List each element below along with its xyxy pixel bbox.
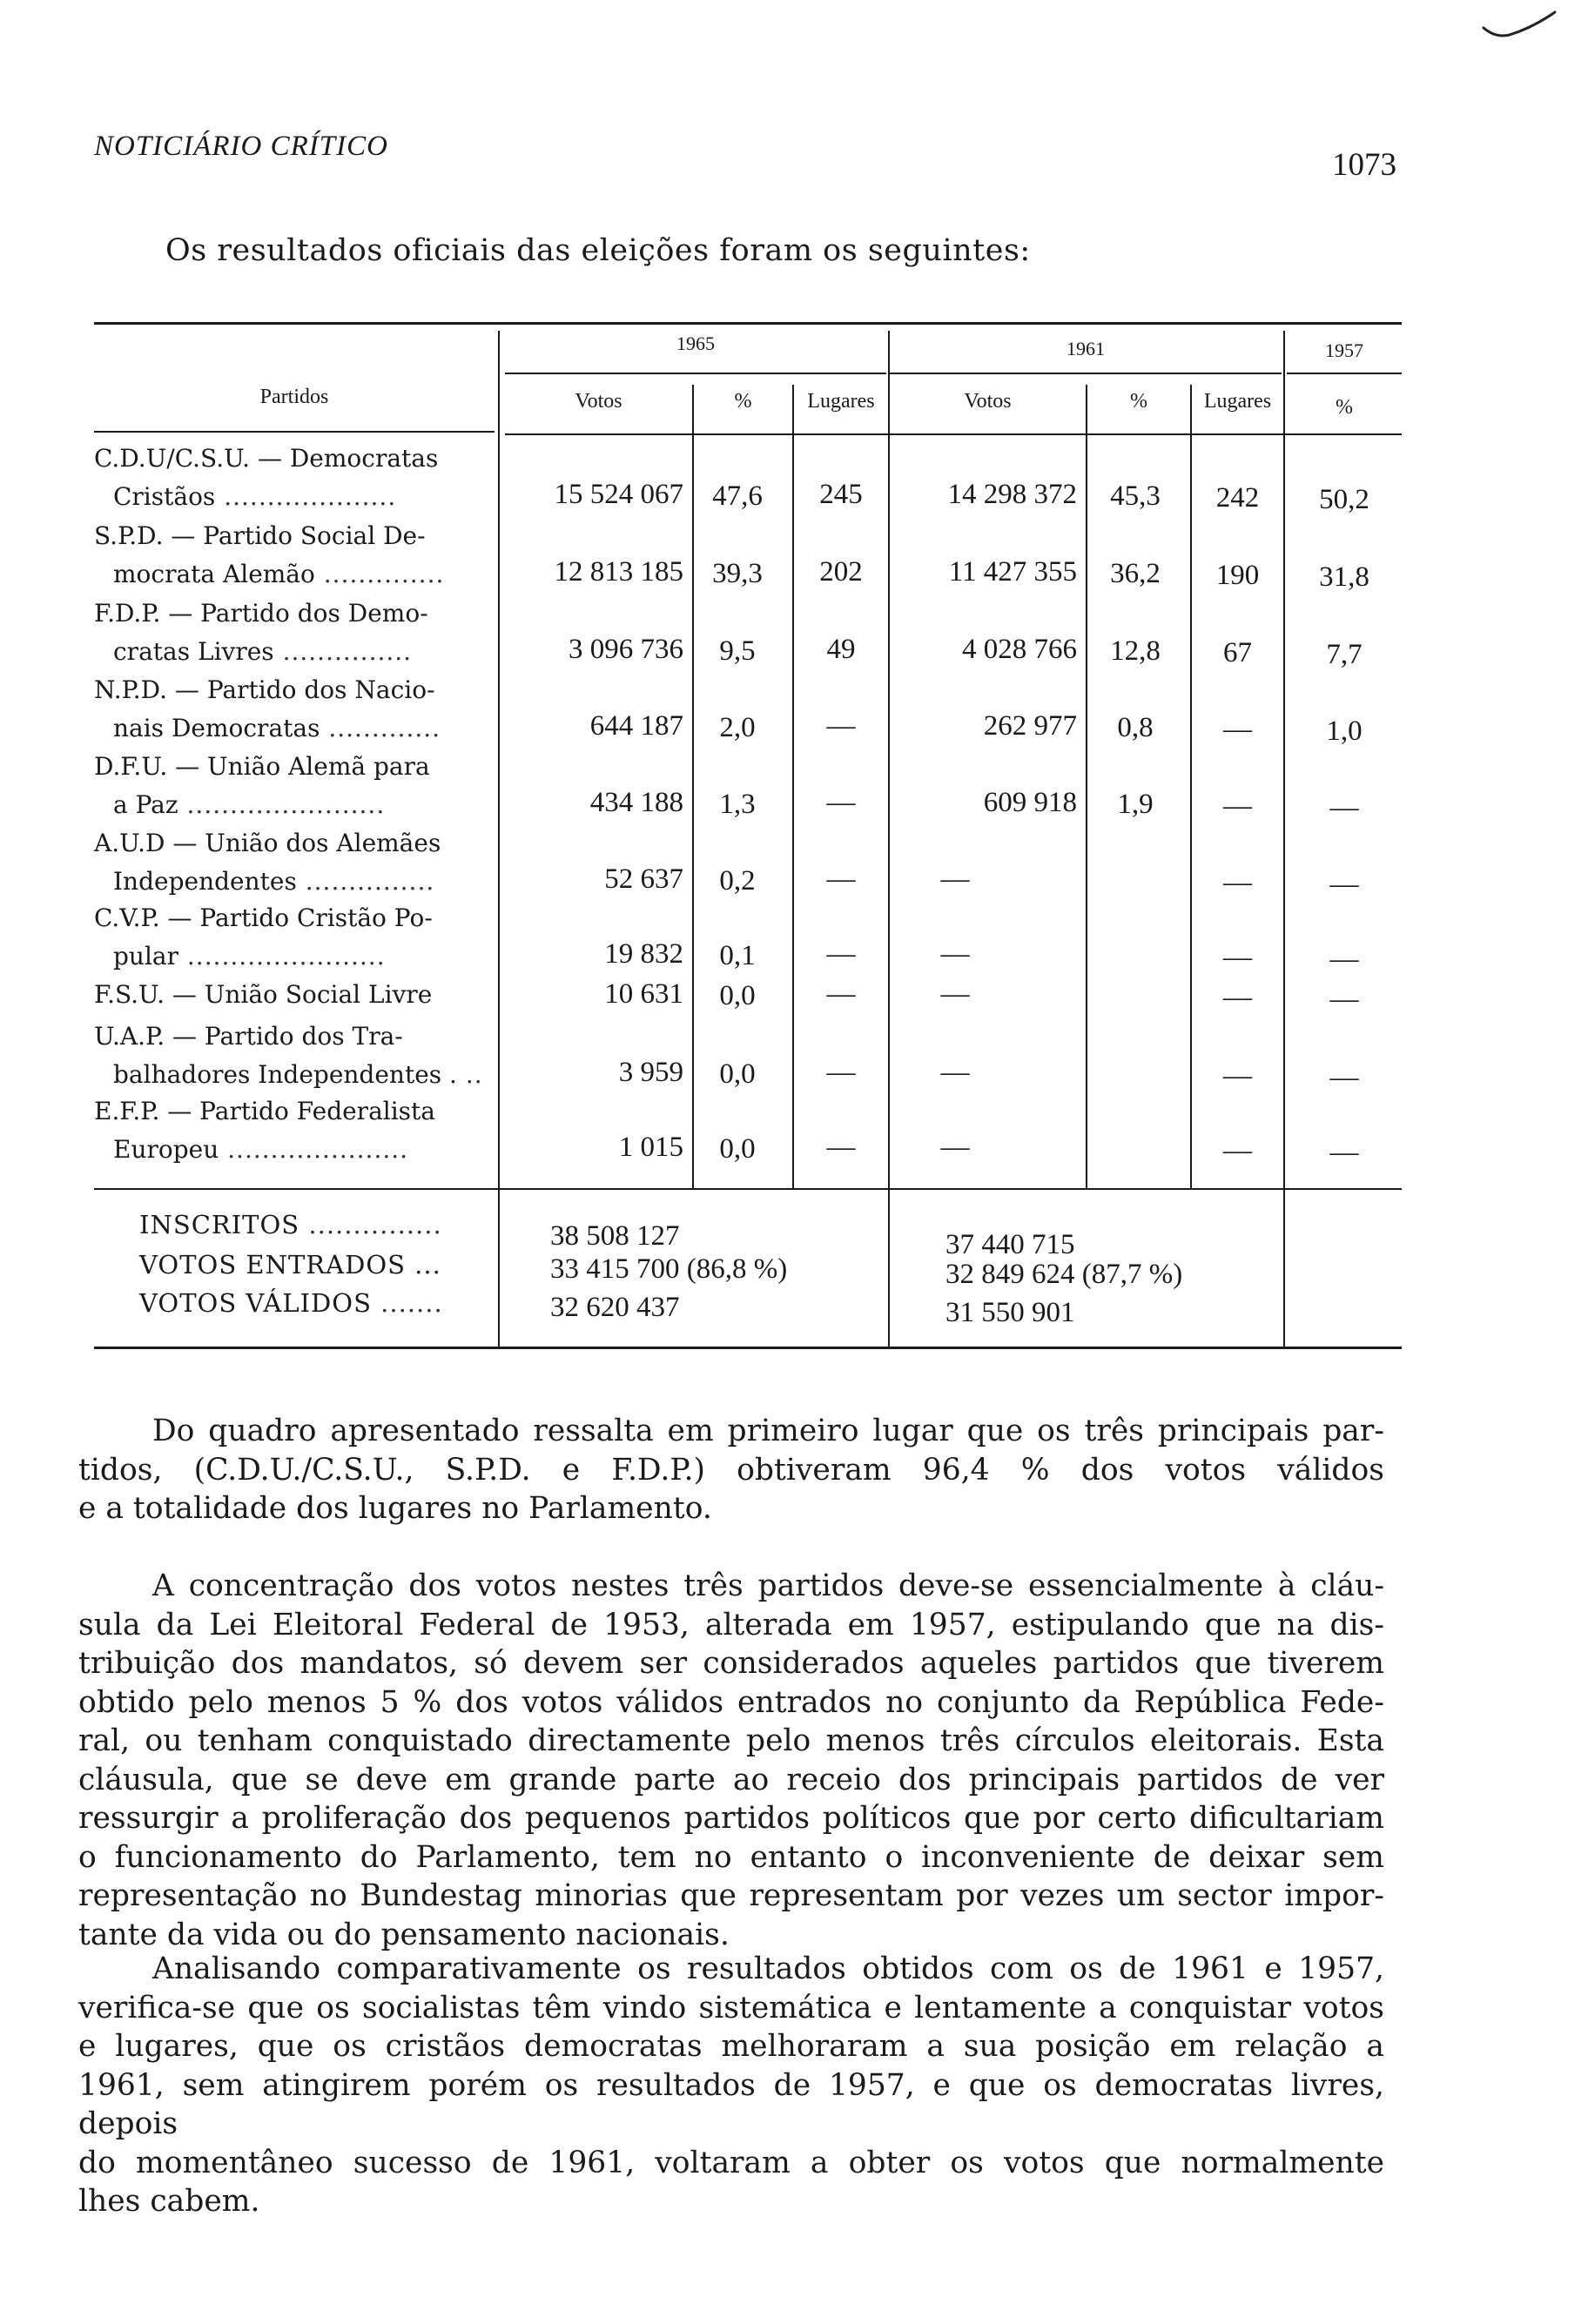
party-name-cont: pular ....................... [113, 942, 386, 971]
pct-1961: 1,9 [1117, 789, 1154, 820]
totals-top-rule [94, 1188, 1402, 1190]
text-line: ressurgir a proliferação dos pequenos partidos políticos que por certo dificultariam [78, 1801, 1384, 1836]
votes-1965: 434 188 [589, 787, 683, 818]
party-name: E.F.P. — Partido Federalista [94, 1097, 435, 1125]
seats-1965: — [826, 938, 856, 970]
col-pct-1965: % [734, 390, 752, 413]
votes-1961: 14 298 372 [947, 479, 1077, 510]
party-name: S.P.D. — Partido Social De- [94, 521, 426, 550]
header-bottom-rule [505, 433, 1402, 435]
pct-1965: 0,0 [719, 1058, 756, 1090]
votes-1961: 262 977 [983, 710, 1077, 742]
pct-1965: 47,6 [712, 480, 763, 512]
party-name: A.U.D — União dos Alemães [94, 829, 441, 857]
year-1957: 1957 [1325, 339, 1363, 361]
total-1965: 33 415 700 (86,8 %) [550, 1253, 788, 1285]
seats-1965: 245 [819, 479, 863, 510]
handwritten-check-mark [1480, 9, 1558, 44]
seats-1961: — [1223, 982, 1252, 1013]
party-name-cont: Europeu ..................... [113, 1135, 409, 1164]
pct-1957: — [1329, 1137, 1359, 1168]
text-line: 1961, sem atingirem porém os resultados de 1957, e que os democratas livres, depois [78, 2067, 1384, 2141]
text-line: ral, ou tenham conquistado directamente pelo menos três círculos eleitorais. Esta [78, 1723, 1384, 1758]
seats-1965: 202 [819, 556, 863, 588]
pct-1957: — [1329, 944, 1359, 975]
col-pct-1957: % [1336, 396, 1353, 419]
pct-1957: — [1329, 869, 1359, 900]
header-rule-1961 [890, 373, 1282, 374]
total-label: VOTOS VÁLIDOS ....... [139, 1288, 443, 1318]
pct-1957: 7,7 [1326, 639, 1363, 670]
text-line: e lugares, que os cristãos democratas melhoraram a sua posição em relação a [78, 2029, 1384, 2064]
votes-1961: — [940, 1132, 970, 1163]
votes-1965: 644 187 [589, 710, 683, 742]
total-1961: 32 849 624 (87,7 %) [945, 1259, 1183, 1290]
seats-1961: 190 [1215, 560, 1260, 591]
text-line: o funcionamento do Parlamento, tem no entanto o inconveniente de deixar sem [78, 1839, 1384, 1875]
votes-1961: — [940, 978, 970, 1010]
leader-dots: ............... [273, 637, 413, 666]
votes-1965: 10 631 [604, 978, 683, 1010]
pct-1965: 0,0 [719, 980, 756, 1011]
total-1961: 37 440 715 [945, 1229, 1075, 1260]
pct-1961: 0,8 [1117, 712, 1154, 743]
col-lugares-1965: Lugares [807, 390, 875, 413]
column-divider-1957 [1283, 331, 1285, 1349]
pct-1957: 1,0 [1326, 715, 1363, 747]
seats-1961: — [1223, 790, 1252, 822]
votes-1961: — [940, 863, 970, 895]
pct-1965: 0,0 [719, 1133, 756, 1165]
leader-dots: .............. [314, 560, 445, 588]
header-rule-1965 [505, 373, 886, 374]
pct-1965: 0,2 [719, 865, 756, 897]
col-votos-1961: Votos [964, 390, 1012, 413]
pct-1961: 45,3 [1110, 480, 1161, 512]
votes-1965: 3 959 [618, 1057, 683, 1088]
seats-1965: — [826, 1132, 856, 1163]
text-line: obtido pelo menos 5 % dos votos válidos entrados no conjunto da República Fede- [78, 1684, 1384, 1720]
pct-1965: 39,3 [712, 558, 763, 589]
party-name: C.V.P. — Partido Cristão Po- [94, 903, 433, 932]
text-line: tribuição dos mandatos, só devem ser considerados aqueles partidos que tiverem [78, 1646, 1384, 1681]
col-votos-1965: Votos [575, 390, 622, 413]
text-line: cláusula, que se deve em grande parte ao receio dos principais partidos de ver [78, 1762, 1384, 1797]
text-line: verifica-se que os socialistas têm vindo sistemática e lentamente a conquistar votos [78, 1990, 1384, 2025]
paragraph [78, 1950, 1384, 2221]
party-name-cont: Cristãos .................... [113, 482, 397, 511]
total-1961: 31 550 901 [945, 1297, 1075, 1328]
party-name: N.P.D. — Partido dos Nacio- [94, 675, 435, 704]
text-line: e a totalidade dos lugares no Parlamento. [78, 1491, 712, 1526]
party-name: F.S.U. — União Social Livre [94, 980, 433, 1009]
pct-1961: 12,8 [1110, 635, 1161, 667]
total-label: INSCRITOS ............... [139, 1210, 442, 1239]
pct-1965: 0,1 [719, 940, 756, 971]
votes-1965: 1 015 [618, 1132, 683, 1163]
party-name-cont: balhadores Independentes . .. [113, 1060, 483, 1089]
text-line: sula da Lei Eleitoral Federal de 1953, alterada em 1957, estipulando que na dis- [78, 1607, 1384, 1642]
votes-1965: 19 832 [604, 938, 683, 970]
seats-1965: — [826, 978, 856, 1010]
page-number: 1073 [1332, 147, 1396, 183]
leader-dots: ....................... [178, 942, 386, 971]
votes-1965: 15 524 067 [554, 479, 683, 510]
pct-1965: 2,0 [719, 712, 756, 743]
text-line: Analisando comparativamente os resultados obtidos com os de 1961 e 1957, [152, 1951, 1384, 1986]
seats-1961: — [1223, 867, 1252, 898]
header-bottom-rule-left [94, 431, 495, 433]
seats-1965: 49 [826, 634, 856, 665]
pct-1957: — [1329, 792, 1359, 823]
year-1965: 1965 [676, 332, 715, 354]
party-name-cont: mocrata Alemão .............. [113, 560, 445, 588]
leader-dots: .................... [215, 482, 397, 511]
leader-dots: ............... [299, 1210, 442, 1239]
pct-1957: 31,8 [1319, 561, 1369, 593]
column-divider-partidos [498, 331, 500, 1349]
party-name: C.D.U/C.S.U. — Democratas [94, 444, 439, 473]
party-name-cont: cratas Livres ............... [113, 637, 413, 666]
pct-1957: — [1329, 1062, 1359, 1093]
text-line: tidos, (C.D.U./C.S.U., S.P.D. e F.D.P.) obtiveram 96,4 % dos votos válidos [78, 1452, 1384, 1488]
text-line: tante da vida ou do pensamento nacionais. [78, 1917, 730, 1952]
votes-1961: — [940, 1057, 970, 1088]
intro-sentence: Os resultados oficiais das eleições foram os seguintes: [165, 233, 1031, 268]
votes-1961: 11 427 355 [948, 556, 1077, 588]
party-name-cont: nais Democratas ............. [113, 714, 441, 742]
pct-1957: 50,2 [1319, 484, 1369, 515]
table-bottom-rule [94, 1347, 1402, 1349]
paragraph [78, 1567, 1384, 1954]
party-name: U.A.P. — Partido dos Tra- [94, 1022, 403, 1051]
text-line: lhes cabem. [78, 2184, 260, 2219]
header-rule-1957 [1287, 373, 1402, 374]
votes-1961: — [940, 938, 970, 970]
seats-1961: — [1223, 1135, 1252, 1166]
seats-1965: — [826, 1057, 856, 1088]
votes-1961: 609 918 [983, 787, 1077, 818]
pct-1965: 9,5 [719, 635, 756, 667]
total-label: VOTOS ENTRADOS ... [139, 1250, 441, 1280]
seats-1961: — [1223, 1060, 1252, 1091]
votes-1965: 12 813 185 [554, 556, 683, 588]
text-line: representação no Bundestag minorias que representam por vezes um sector impor- [78, 1878, 1384, 1913]
leader-dots: ..................... [219, 1135, 409, 1164]
leader-dots: ............... [296, 867, 435, 896]
running-head: NOTICIÁRIO CRÍTICO [94, 131, 388, 162]
seats-1961: 67 [1223, 637, 1252, 668]
leader-dots: .. [456, 1060, 483, 1089]
party-name: F.D.P. — Partido dos Demo- [94, 599, 428, 628]
votes-1965: 3 096 736 [569, 634, 683, 665]
votes-1961: 4 028 766 [962, 634, 1077, 665]
pct-1957: — [1329, 984, 1359, 1015]
votes-1965: 52 637 [604, 863, 683, 895]
pct-1961: 36,2 [1110, 558, 1161, 589]
table-top-rule [94, 322, 1402, 325]
col-lugares-1961: Lugares [1203, 390, 1272, 413]
seats-1961: — [1223, 942, 1252, 973]
text-line: Do quadro apresentado ressalta em primeiro lugar que os três principais par- [152, 1414, 1384, 1448]
leader-dots: ....................... [178, 790, 386, 819]
seats-1961: — [1223, 714, 1252, 745]
seats-1961: 242 [1215, 482, 1260, 514]
seats-1965: — [826, 710, 856, 742]
paragraph [78, 1412, 1384, 1528]
party-name: D.F.U. — União Alemã para [94, 752, 430, 781]
party-name-cont: a Paz ....................... [113, 790, 386, 819]
total-1965: 38 508 127 [550, 1220, 680, 1252]
pct-1965: 1,3 [719, 789, 756, 820]
col-partidos: Partidos [259, 386, 329, 408]
party-name-cont: Independentes ............... [113, 867, 435, 896]
seats-1965: — [826, 863, 856, 895]
total-1965: 32 620 437 [550, 1292, 680, 1323]
seats-1965: — [826, 787, 856, 818]
col-pct-1961: % [1130, 390, 1147, 413]
text-line: do momentâneo sucesso de 1961, voltaram a obter os votos que normalmente [78, 2145, 1384, 2180]
leader-dots: ....... [371, 1288, 443, 1318]
year-1961: 1961 [1067, 338, 1105, 359]
leader-dots: ............. [320, 714, 441, 742]
text-line: A concentração dos votos nestes três partidos deve-se essencialmente à cláu- [152, 1568, 1384, 1603]
